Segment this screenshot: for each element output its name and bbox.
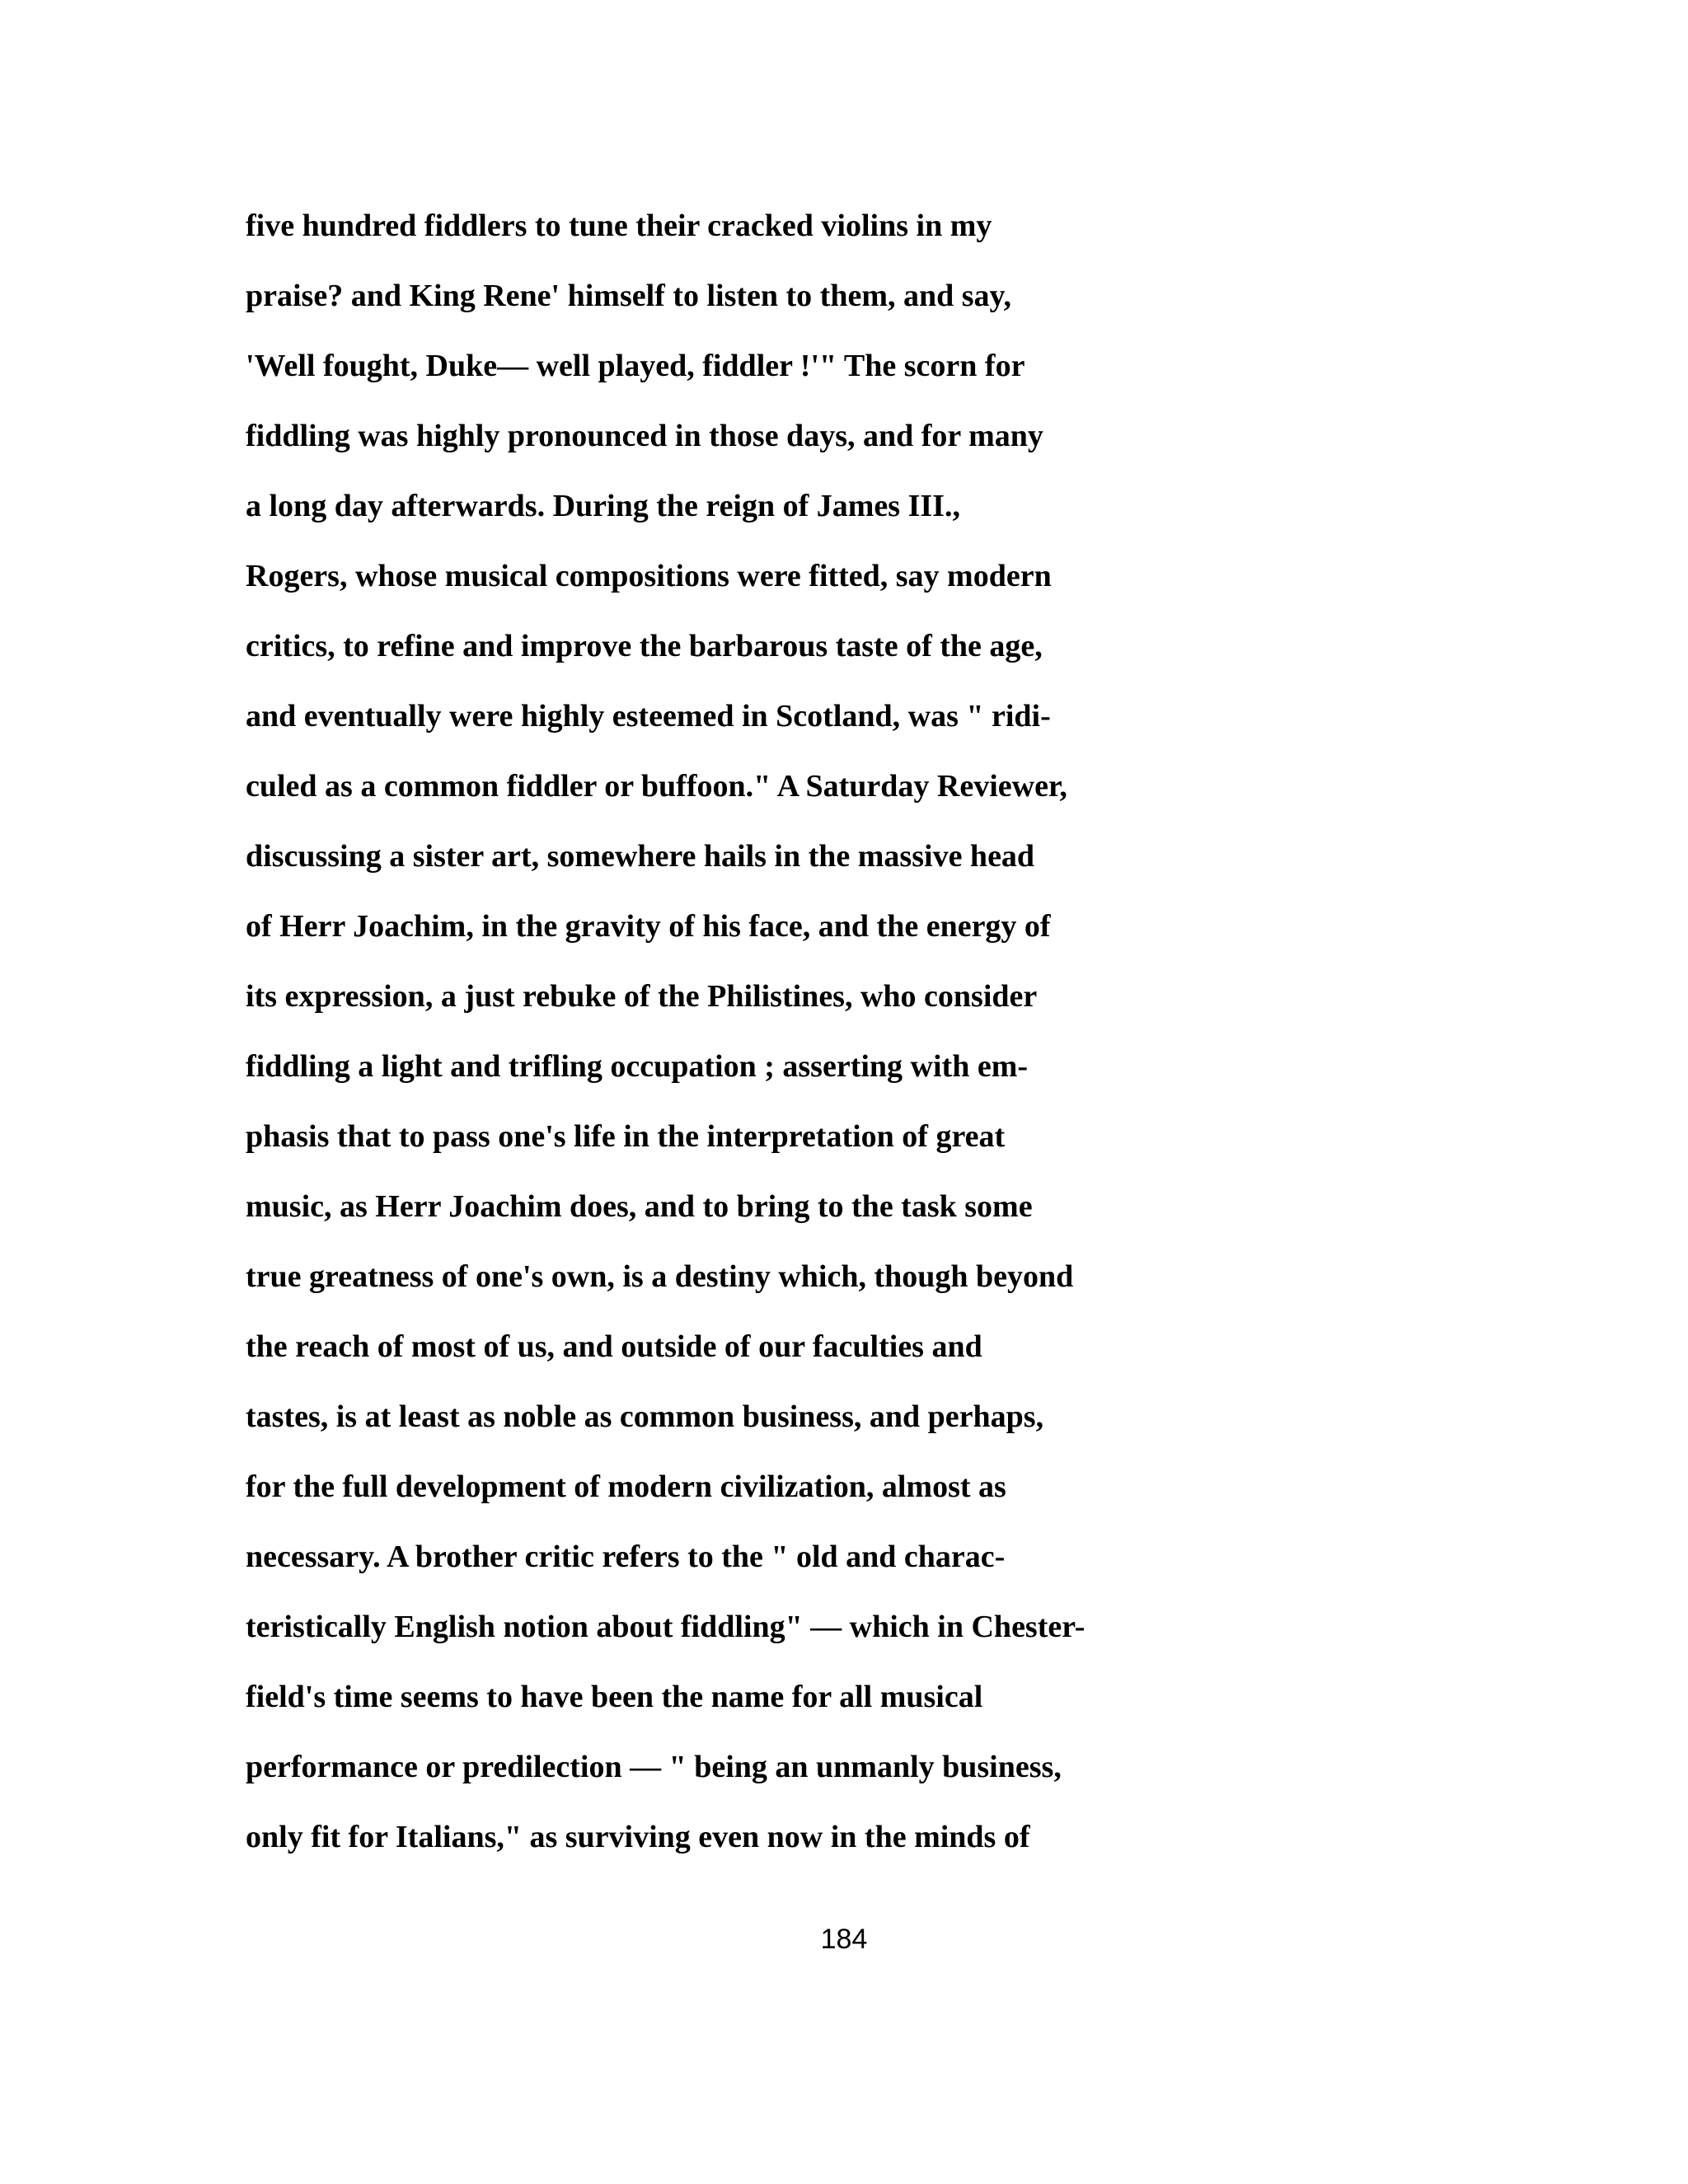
text-line: true greatness of one's own, is a destiny which, though beyond bbox=[246, 1259, 1074, 1294]
body-text bbox=[246, 191, 1531, 1872]
text-line: phasis that to pass one's life in the interpretation of great bbox=[246, 1119, 1006, 1154]
text-line: for the full development of modern civilization, almost as bbox=[246, 1469, 1006, 1504]
text-line: five hundred fiddlers to tune their cracked violins in my bbox=[246, 209, 992, 243]
text-line: fiddling was highly pronounced in those days, and for many bbox=[246, 419, 1043, 453]
text-line: culed as a common fiddler or buffoon." A Saturday Reviewer, bbox=[246, 769, 1067, 804]
text-line: the reach of most of us, and outside of our faculties and bbox=[246, 1329, 982, 1364]
text-line: a long day afterwards. During the reign of James III., bbox=[246, 489, 960, 523]
text-line: only fit for Italians," as surviving even now in the minds of bbox=[246, 1820, 1030, 1854]
text-line: its expression, a just rebuke of the Philistines, who consider bbox=[246, 979, 1038, 1014]
text-line: music, as Herr Joachim does, and to bring to the task some bbox=[246, 1189, 1033, 1224]
text-line: 'Well fought, Duke— well played, fiddler !'" The scorn for bbox=[246, 349, 1025, 383]
text-line: critics, to refine and improve the barbarous taste of the age, bbox=[246, 629, 1043, 663]
text-line: fiddling a light and trifling occupation ; asserting with em- bbox=[246, 1049, 1028, 1084]
text-line: and eventually were highly esteemed in Scotland, was " ridi- bbox=[246, 699, 1051, 733]
text-line: Rogers, whose musical compositions were fitted, say modern bbox=[246, 559, 1052, 593]
text-line: necessary. A brother critic refers to the " old and charac- bbox=[246, 1540, 1006, 1574]
text-line: performance or predilection — " being an unmanly business, bbox=[246, 1750, 1062, 1784]
text-line: teristically English notion about fiddling" — which in Chester- bbox=[246, 1610, 1085, 1644]
text-line: field's time seems to have been the name for all musical bbox=[246, 1680, 983, 1714]
text-line: tastes, is at least as noble as common business, and perhaps, bbox=[246, 1399, 1044, 1434]
text-line: praise? and King Rene' himself to listen to them, and say, bbox=[246, 279, 1011, 313]
text-line: of Herr Joachim, in the gravity of his face, and the energy of bbox=[246, 909, 1051, 944]
page-number: 184 bbox=[820, 1924, 868, 1955]
text-line: discussing a sister art, somewhere hails in the massive head bbox=[246, 839, 1035, 874]
